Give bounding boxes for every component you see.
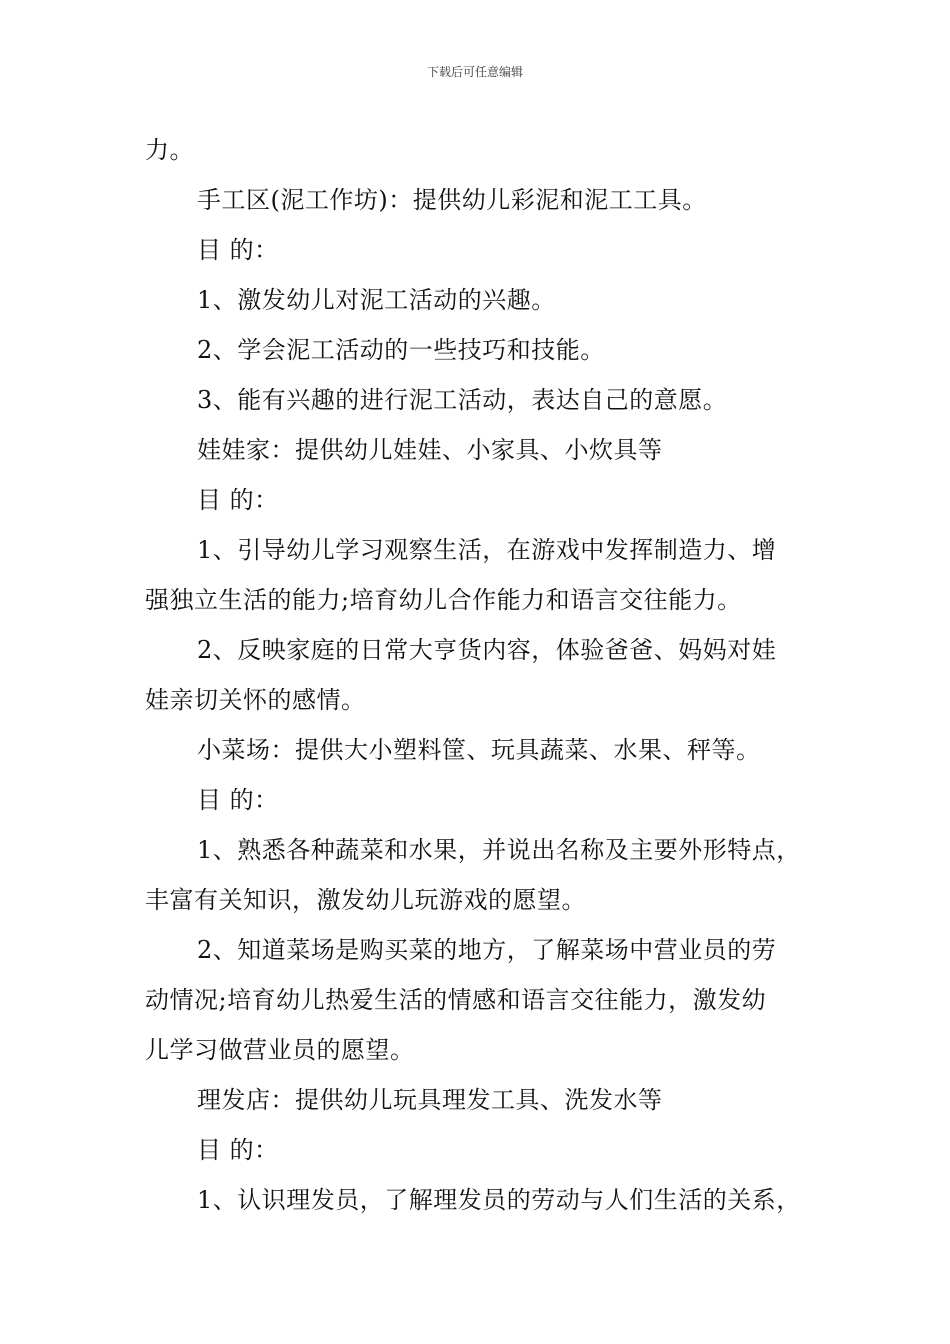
list-item: 1、认识理发员，了解理发员的劳动与人们生活的关系， [197, 1186, 801, 1214]
section-heading-barber-shop: 理发店：提供幼儿玩具理发工具、洗发水等 [197, 1086, 663, 1114]
section-heading-doll-house: 娃娃家：提供幼儿娃娃、小家具、小炊具等 [197, 436, 663, 464]
list-item: 3、能有兴趣的进行泥工活动，表达自己的意愿。 [197, 386, 728, 414]
list-item: 1、熟悉各种蔬菜和水果，并说出名称及主要外形特点， [197, 836, 801, 864]
list-item: 2、反映家庭的日常大亨货内容，体验爸爸、妈妈对娃 [197, 636, 777, 664]
section-heading-vegetable-market: 小菜场：提供大小塑料筐、玩具蔬菜、水果、秤等。 [197, 736, 761, 764]
text-line: 娃亲切关怀的感情。 [145, 686, 366, 714]
purpose-label: 目 的： [197, 486, 279, 514]
text-line: 儿学习做营业员的愿望。 [145, 1036, 415, 1064]
text-line: 丰富有关知识，激发幼儿玩游戏的愿望。 [145, 886, 586, 914]
text-line: 动情况;培育幼儿热爱生活的情感和语言交往能力，激发幼 [145, 986, 767, 1014]
page-header-note: 下载后可任意编辑 [426, 65, 523, 79]
text-line: 力。 [145, 136, 194, 164]
document-body [145, 125, 810, 1225]
list-item: 2、知道菜场是购买菜的地方，了解菜场中营业员的劳 [197, 936, 777, 964]
list-item: 2、学会泥工活动的一些技巧和技能。 [197, 336, 605, 364]
section-heading-handcraft: 手工区(泥工作坊)：提供幼儿彩泥和泥工工具。 [197, 186, 707, 214]
purpose-label: 目 的： [197, 786, 279, 814]
list-item: 1、激发幼儿对泥工活动的兴趣。 [197, 286, 556, 314]
purpose-label: 目 的： [197, 236, 279, 264]
text-line: 强独立生活的能力;培育幼儿合作能力和语言交往能力。 [145, 586, 742, 614]
purpose-label: 目 的： [197, 1136, 279, 1164]
list-item: 1、引导幼儿学习观察生活，在游戏中发挥制造力、增 [197, 536, 777, 564]
